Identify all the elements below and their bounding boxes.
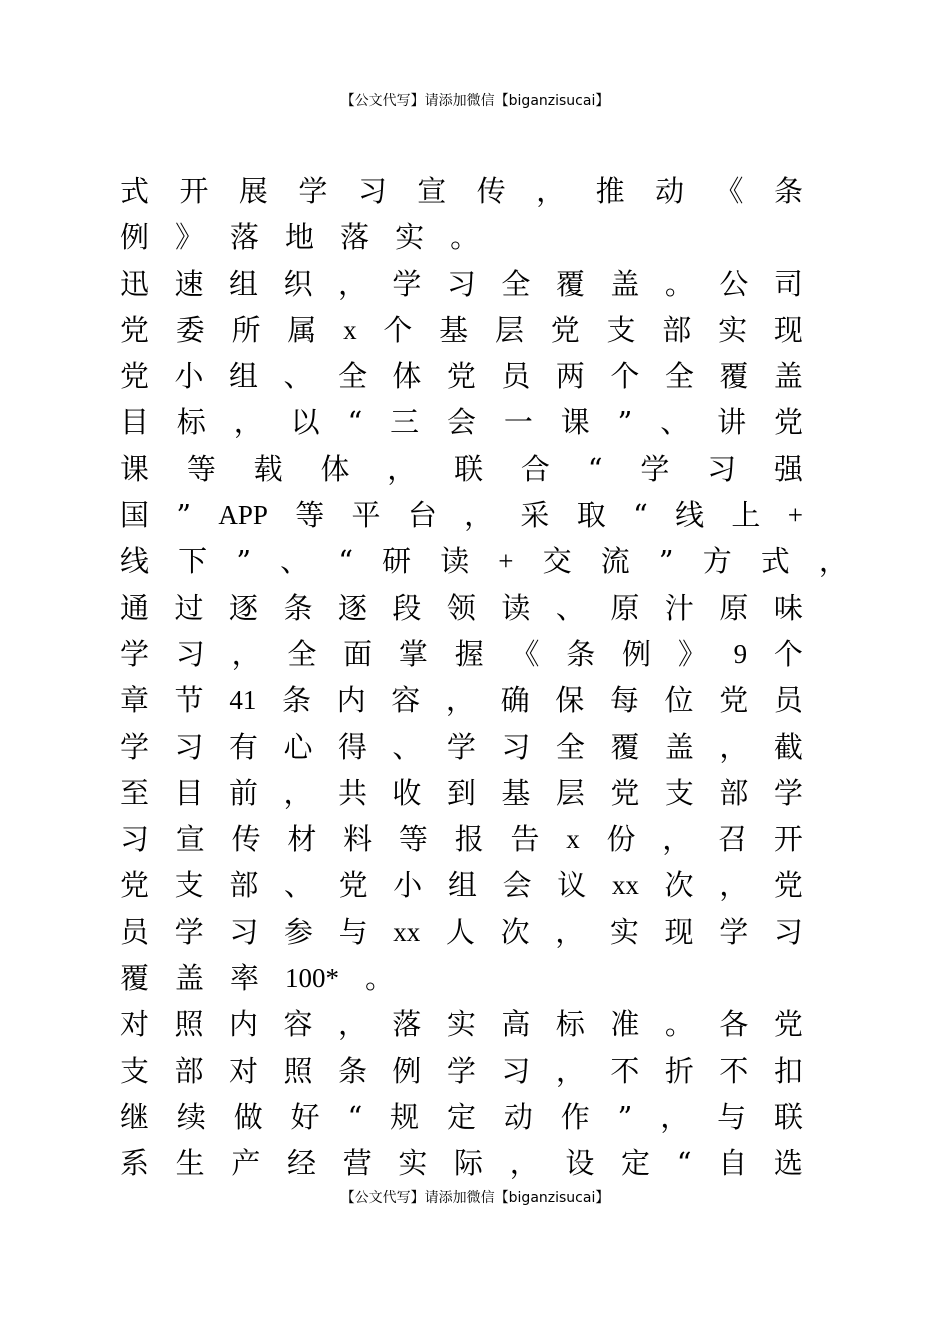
body-line: 党 委 所 属 x 个 基 层 党 支 部 实 现 xyxy=(120,312,803,347)
body-line: 对 照 内 容 ， 落 实 高 标 准 。 各 党 xyxy=(120,1007,803,1042)
body-line: 覆 盖 率 100* 。 xyxy=(120,961,395,996)
body-line: 式 开 展 学 习 宣 传 ， 推 动 《 条 xyxy=(120,174,803,208)
running-header: 【公文代写】请添加微信【biganzisucai】 xyxy=(340,93,610,109)
body-line: 党 支 部 、 党 小 组 会 议 xx 次 ， 党 xyxy=(120,868,803,903)
body-line: 例 》 落 地 落 实 。 xyxy=(120,220,480,255)
body-line: 国 ” APP 等 平 台 ， 采 取 “ 线 上 + xyxy=(120,498,803,533)
body-line: 学 习 ， 全 面 掌 握 《 条 例 》 9 个 xyxy=(120,636,803,671)
body-text xyxy=(120,168,848,1181)
body-line: 学 习 有 心 得 、 学 习 全 覆 盖 ， 截 xyxy=(120,729,803,764)
body-line: 迅 速 组 织 ， 学 习 全 覆 盖 。 公 司 xyxy=(120,266,803,301)
body-line: 习 宣 传 材 料 等 报 告 x 份 ， 召 开 xyxy=(120,822,803,857)
body-line: 线 下 ” 、 “ 研 读 + 交 流 ” 方 式 ， xyxy=(120,544,848,579)
running-footer: 【公文代写】请添加微信【biganzisucai】 xyxy=(340,1190,610,1206)
body-line: 章 节 41 条 内 容 ， 确 保 每 位 党 员 xyxy=(120,683,803,718)
body-line: 课 等 载 体 ， 联 合 “ 学 习 强 xyxy=(120,451,803,486)
body-line: 目 标 ， 以 “ 三 会 一 课 ” 、 讲 党 xyxy=(120,405,803,440)
body-line: 至 目 前 ， 共 收 到 基 层 党 支 部 学 xyxy=(120,775,803,810)
body-line: 党 小 组 、 全 体 党 员 两 个 全 覆 盖 xyxy=(120,359,803,394)
body-line: 继 续 做 好 “ 规 定 动 作 ” ， 与 联 xyxy=(120,1099,803,1134)
body-line: 系 生 产 经 营 实 际 ， 设 定 “ 自 选 xyxy=(120,1146,803,1181)
body-line: 员 学 习 参 与 xx 人 次 ， 实 现 学 习 xyxy=(120,914,803,949)
body-line: 通 过 逐 条 逐 段 领 读 、 原 汁 原 味 xyxy=(120,590,803,625)
body-line: 支 部 对 照 条 例 学 习 ， 不 折 不 扣 xyxy=(120,1053,803,1088)
